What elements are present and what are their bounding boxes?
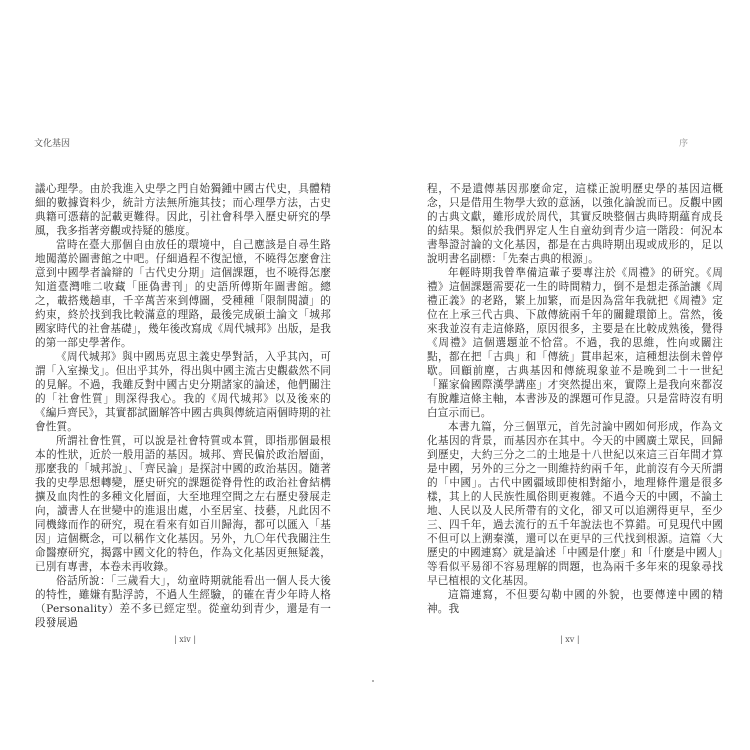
running-head-right: 序 bbox=[679, 139, 689, 149]
paragraph: 這篇連寫，不但要勾勒中國的外貌，也要傳達中國的精神。我 bbox=[427, 589, 723, 615]
paragraph: 所謂社會性質，可以說是社會特質或本質，即指那個最根本的性狀，近於一般用語的基因。城邦、齊民偏於政治層面，那麼我的「城邦說」、「齊民論」是探討中國的政治基因。隨著我的史學思想轉變，歷史研究的課題從脊骨性的政治社會結構擴及血肉性的多種文化層面，大至地理空間之左右歷史發展走向，讀書人在世變中的進退出處，小至居室、技藝，凡此因不同機緣而作的研究，現在看來有如百川歸海，都可以匯入「基因」這個概念，可以稱作文化基因。另外，九〇年代我關注生命醫療研究，揭露中國文化的特色，作為文化基因更無疑義，已別有專書，本卷未再收錄。 bbox=[35, 435, 331, 573]
paragraph: 俗話所說：「三歲看大」，幼童時期就能看出一個人長大後的特性，雖嫌有點浮誇，不過人生經驗，的確在青少年時人格（Personality）差不多已經定型。從童幼到青少，還是有一段發展過 bbox=[35, 575, 331, 629]
left-page-column bbox=[35, 182, 331, 630]
running-head-left: 文化基因 bbox=[34, 139, 71, 149]
paragraph: 本書九篇，分三個單元，首先討論中國如何形成，作為文化基因的背景，而基因亦在其中。今天的中國廣土眾民，回歸到歷史，大約三分之二的土地是十八世紀以來這三百年間才算是中國，另外的三分之一則維持約兩千年，此前沒有今天所謂的「中國」。古代中國疆域即使相對縮小，地理條件還是很多樣，其上的人民族性風俗則更複雜。不過今天的中國，不論土地、人民以及人民所帶有的文化，卻又可以追溯得更早，至少三、四千年，過去流行的五千年說法也不算錯。可見現代中國不但可以上溯秦漢，還可以在更早的三代找到根源。這篇〈大歷史的中國連寫〉就是論述「中國是什麼」和「什麼是中國人」等看似平易卻不容易理解的問題，也為兩千多年來的現象尋找早已植根的文化基因。 bbox=[427, 421, 723, 587]
right-page-column bbox=[427, 182, 723, 616]
paragraph: 年輕時期我曾準備這輩子要專注於《周禮》的研究。《周禮》這個課題需要花一生的時間精力，倒不是想走孫詒讓《周禮正義》的老路，繁上加繁，而是因為當年我就把《周禮》定位在上承三代古典、下啟傳統兩千年的關鍵環節上。當然，後來我並沒有走這條路，原因很多，主要是在比較成熟後，覺得《周禮》這個選題並不恰當。不過，我的思維，性向或關注點，都在把「古典」和「傳統」貫串起來，這種想法倒未曾停歇。回顧前塵，古典基因和傳統現象並不是晚到二十一世紀「羅家倫國際漢學講座」才突然提出來，實際上是我向來都沒有脫離這條主軸，本書涉及的課題可作見證。只是當時沒有明白宣示而已。 bbox=[427, 267, 723, 419]
page-number-right: | xv | bbox=[560, 635, 580, 644]
gutter-mark bbox=[372, 680, 374, 682]
page-number-left: | xiv | bbox=[174, 635, 197, 644]
paragraph: 程，不是遺傳基因那麼命定，這樣正說明歷史學的基因這概念，只是借用生物學大致的意涵，以強化論說而已。反觀中國的古典文獻，雖形成於周代，其實反映整個古典時期蘊育成長的結果。類似於我們界定人生自童幼到青少這一階段：何況本書舉證討論的文化基因，都是在古典時期出現或成形的，足以說明書名副標：「先秦古典的根源」。 bbox=[427, 183, 723, 265]
paragraph: 議心理學。由於我進入史學之門自始獨鍾中國古代史，具體精細的數據資料少，統計方法無所施其技；而心理學方法，古史典籍可憑藉的記載更難得。因此，引社會科學入歷史研究的學風，我多指著旁觀或持疑的態度。 bbox=[35, 183, 331, 237]
paragraph: 當時在臺大那個自由放任的環境中，自己應該是自尋生路地闖蕩於圖書館之中吧。仔細過程不復記憶，不曉得怎麼會注意到中國學者論辯的「古代史分期」這個課題，也不曉得怎麼知道臺灣唯二收藏「匪偽書刊」的史語所傅斯年圖書館。總之，載搭幾趟車，千辛萬苦來到傅圖，受種種「限制閱讀」的約束，終於找到我比較滿意的理路，最後完成碩士論文「城邦國家時代的社會基礎」，幾年後改寫成《周代城邦》出版，是我的第一部史學著作。 bbox=[35, 239, 331, 349]
paragraph: 《周代城邦》與中國馬克思主義史學對話，入乎其內，可謂「入室操戈」。但出乎其外，得出與中國主流古史觀截然不同的見解。不過，我雖反對中國古史分期諸家的論述，他們關注的「社會性質」則深得我心。我的《周代城邦》以及後來的《編戶齊民》，其實都試圖解答中國古典與傳統這兩個時期的社會性質。 bbox=[35, 351, 331, 433]
